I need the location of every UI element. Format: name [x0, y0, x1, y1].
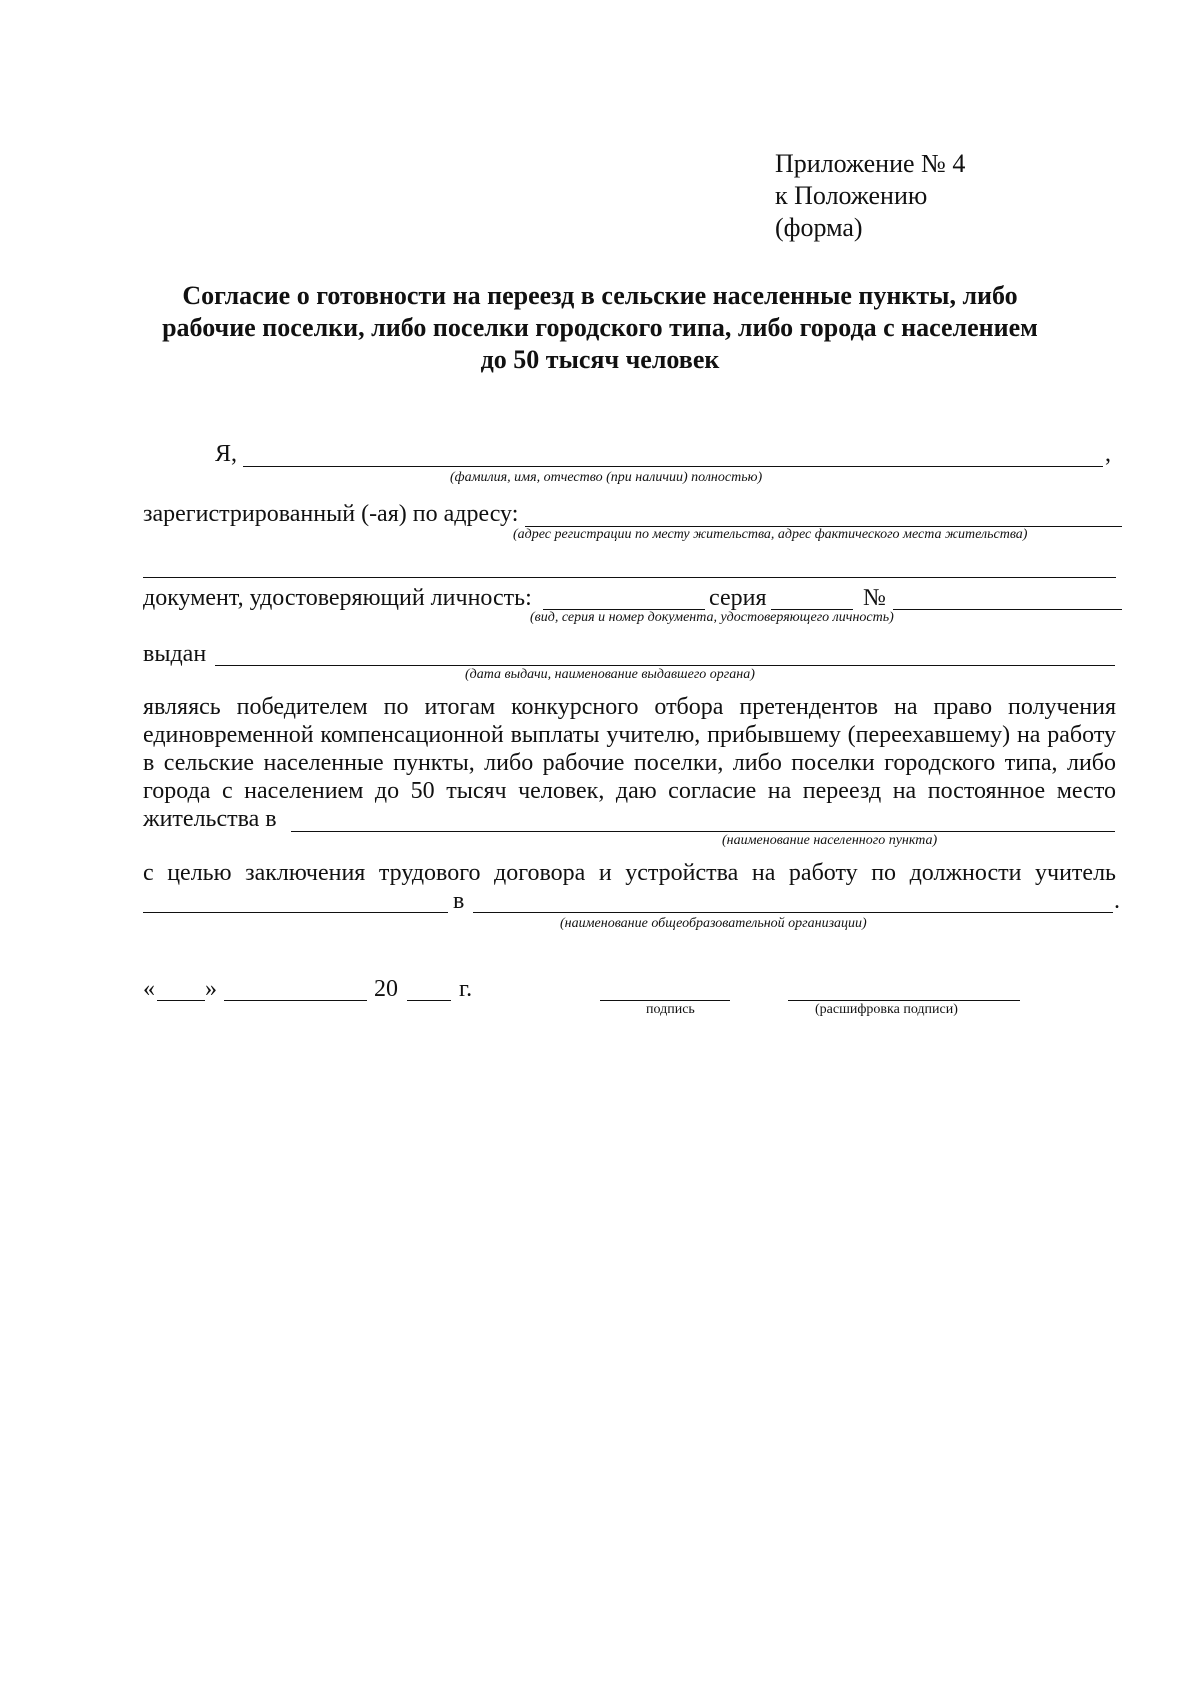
issued-caption: (дата выдачи, наименование выдавшего органа) [465, 667, 755, 682]
purpose-period: . [1114, 888, 1120, 914]
series-label: серия [709, 585, 767, 611]
name-field-line[interactable] [243, 466, 1103, 467]
purpose-line: с целью заключения трудового договора и устройства на работу по должности учитель [143, 860, 1116, 886]
appendix-form-note: (форма) [775, 213, 863, 242]
signature-decoding-caption: (расшифровка подписи) [815, 1002, 958, 1017]
consent-paragraph [143, 693, 1116, 805]
residence-label: жительства в [143, 806, 277, 832]
in-label: в [453, 888, 465, 914]
organization-field-line[interactable] [473, 912, 1113, 913]
title-line-2: рабочие поселки, либо поселки городского типа, либо города с населением [162, 313, 1038, 342]
name-caption: (фамилия, имя, отчество (при наличии) полностью) [450, 470, 763, 485]
document-title [100, 280, 1100, 376]
number-label: № [863, 585, 886, 611]
position-field-line[interactable] [143, 912, 448, 913]
date-close-quote: » [205, 976, 217, 1002]
paragraph-line-1: являясь победителем по итогам конкурсного отбора претендентов на право получения [143, 694, 1116, 720]
year-prefix: 20 [374, 976, 398, 1002]
appendix-reference: к Положению [775, 181, 928, 210]
issued-label: выдан [143, 641, 207, 667]
year-field-line[interactable] [407, 1000, 451, 1001]
paragraph-line-3: в сельские населенные пункты, либо рабочие поселки, либо поселки городского типа, либо [143, 750, 1116, 776]
appendix-block [775, 148, 965, 244]
paragraph-line-4: города с населением до 50 тысяч человек, даю согласие на переезд на постоянное место [143, 778, 1116, 804]
organization-caption: (наименование общеобразовательной организации) [560, 916, 867, 931]
signature-caption: подпись [646, 1002, 695, 1017]
number-field-line[interactable] [893, 609, 1122, 610]
day-field-line[interactable] [157, 1000, 205, 1001]
document-label: документ, удостоверяющий личность: [143, 585, 532, 611]
address-caption: (адрес регистрации по месту жительства, адрес фактического места жительства) [513, 527, 1028, 542]
residence-caption: (наименование населенного пункта) [722, 833, 938, 848]
name-suffix: , [1105, 441, 1111, 467]
date-open-quote: « [143, 976, 155, 1002]
issued-field-line[interactable] [215, 665, 1115, 666]
title-line-3: до 50 тысяч человек [480, 345, 720, 374]
month-field-line[interactable] [224, 1000, 367, 1001]
signature-decoding-line[interactable] [788, 1000, 1020, 1001]
title-line-1: Согласие о готовности на переезд в сельские населенные пункты, либо [182, 281, 1018, 310]
document-caption: (вид, серия и номер документа, удостоверяющего личность) [530, 610, 894, 625]
appendix-number: Приложение № 4 [775, 149, 966, 178]
name-prefix: Я, [215, 441, 238, 467]
address-label: зарегистрированный (-ая) по адресу: [143, 501, 519, 527]
signature-field-line[interactable] [600, 1000, 730, 1001]
address-field-line-2[interactable] [143, 577, 1116, 578]
year-suffix: г. [459, 976, 473, 1002]
residence-field-line[interactable] [291, 831, 1115, 832]
paragraph-line-2: единовременной компенсационной выплаты учителю, прибывшему (переехавшему) на работу [143, 722, 1116, 748]
